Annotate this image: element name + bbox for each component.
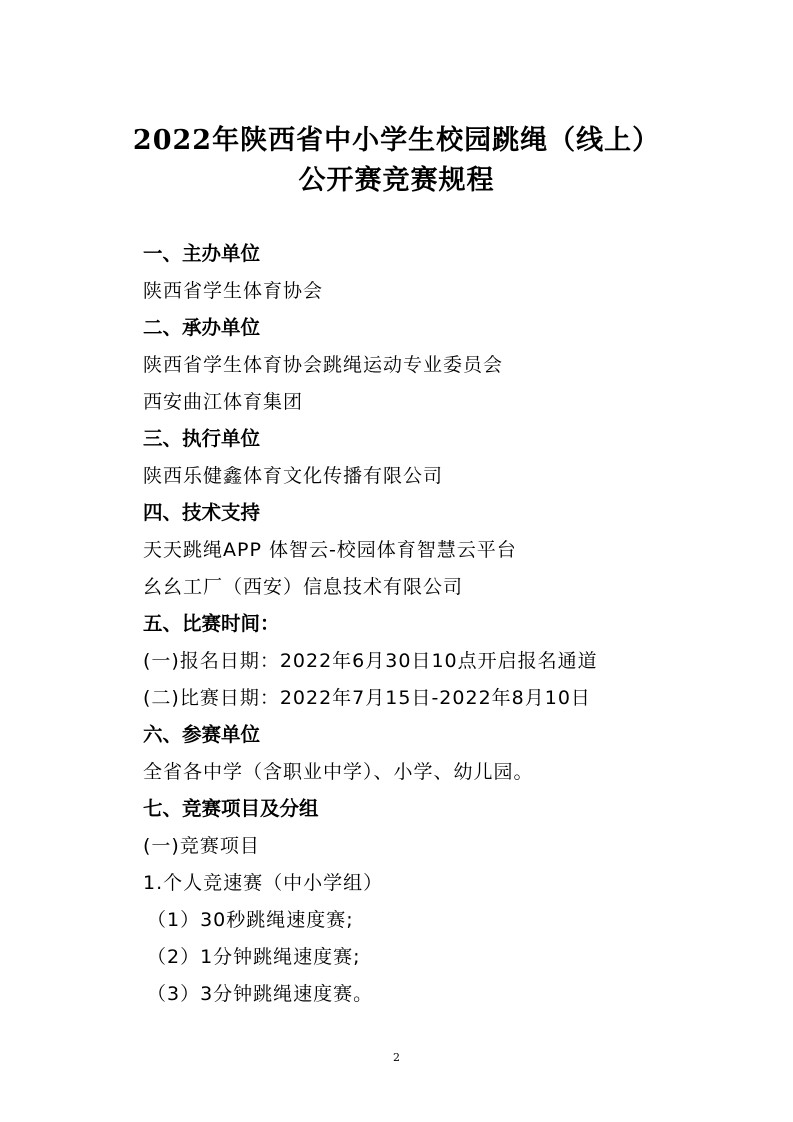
executor-name: 陕西乐健鑫体育文化传播有限公司 bbox=[143, 465, 444, 487]
document-title-line-2: 公开赛竞赛规程 bbox=[298, 165, 495, 196]
tech-support-1: 天天跳绳APP 体智云-校园体育智慧云平台 bbox=[143, 539, 517, 561]
page-number: 2 bbox=[393, 1051, 400, 1064]
events-subheading: (一)竞赛项目 bbox=[143, 835, 260, 857]
section-heading-participants: 六、参赛单位 bbox=[143, 723, 261, 746]
competition-date: (二)比赛日期：2022年7月15日-2022年8月10日 bbox=[143, 687, 591, 709]
section-heading-schedule: 五、比赛时间： bbox=[143, 612, 280, 635]
co-organizer-name-2: 西安曲江体育集团 bbox=[143, 391, 304, 413]
event-item-1min: （2）1分钟跳绳速度赛; bbox=[147, 946, 361, 968]
event-item-3min: （3）3分钟跳绳速度赛。 bbox=[147, 983, 374, 1005]
section-heading-co-organizer: 二、承办单位 bbox=[143, 316, 261, 339]
organizer-name: 陕西省学生体育协会 bbox=[143, 280, 324, 302]
section-heading-tech-support: 四、技术支持 bbox=[143, 501, 261, 524]
document-title-line-1: 2022年陕西省中小学生校园跳绳（线上） bbox=[132, 125, 661, 156]
registration-date: (一)报名日期：2022年6月30日10点开启报名通道 bbox=[143, 650, 598, 672]
event-item-30s: （1）30秒跳绳速度赛; bbox=[147, 909, 354, 931]
tech-support-2: 幺幺工厂（西安）信息技术有限公司 bbox=[143, 576, 464, 598]
section-heading-events: 七、竞赛项目及分组 bbox=[143, 797, 319, 820]
co-organizer-name-1: 陕西省学生体育协会跳绳运动专业委员会 bbox=[143, 354, 504, 376]
section-heading-organizer: 一、主办单位 bbox=[143, 242, 261, 265]
individual-speed-event: 1.个人竞速赛（中小学组） bbox=[143, 872, 384, 894]
participants-text: 全省各中学（含职业中学）、小学、幼儿园。 bbox=[143, 761, 534, 783]
section-heading-executor: 三、执行单位 bbox=[143, 427, 261, 450]
